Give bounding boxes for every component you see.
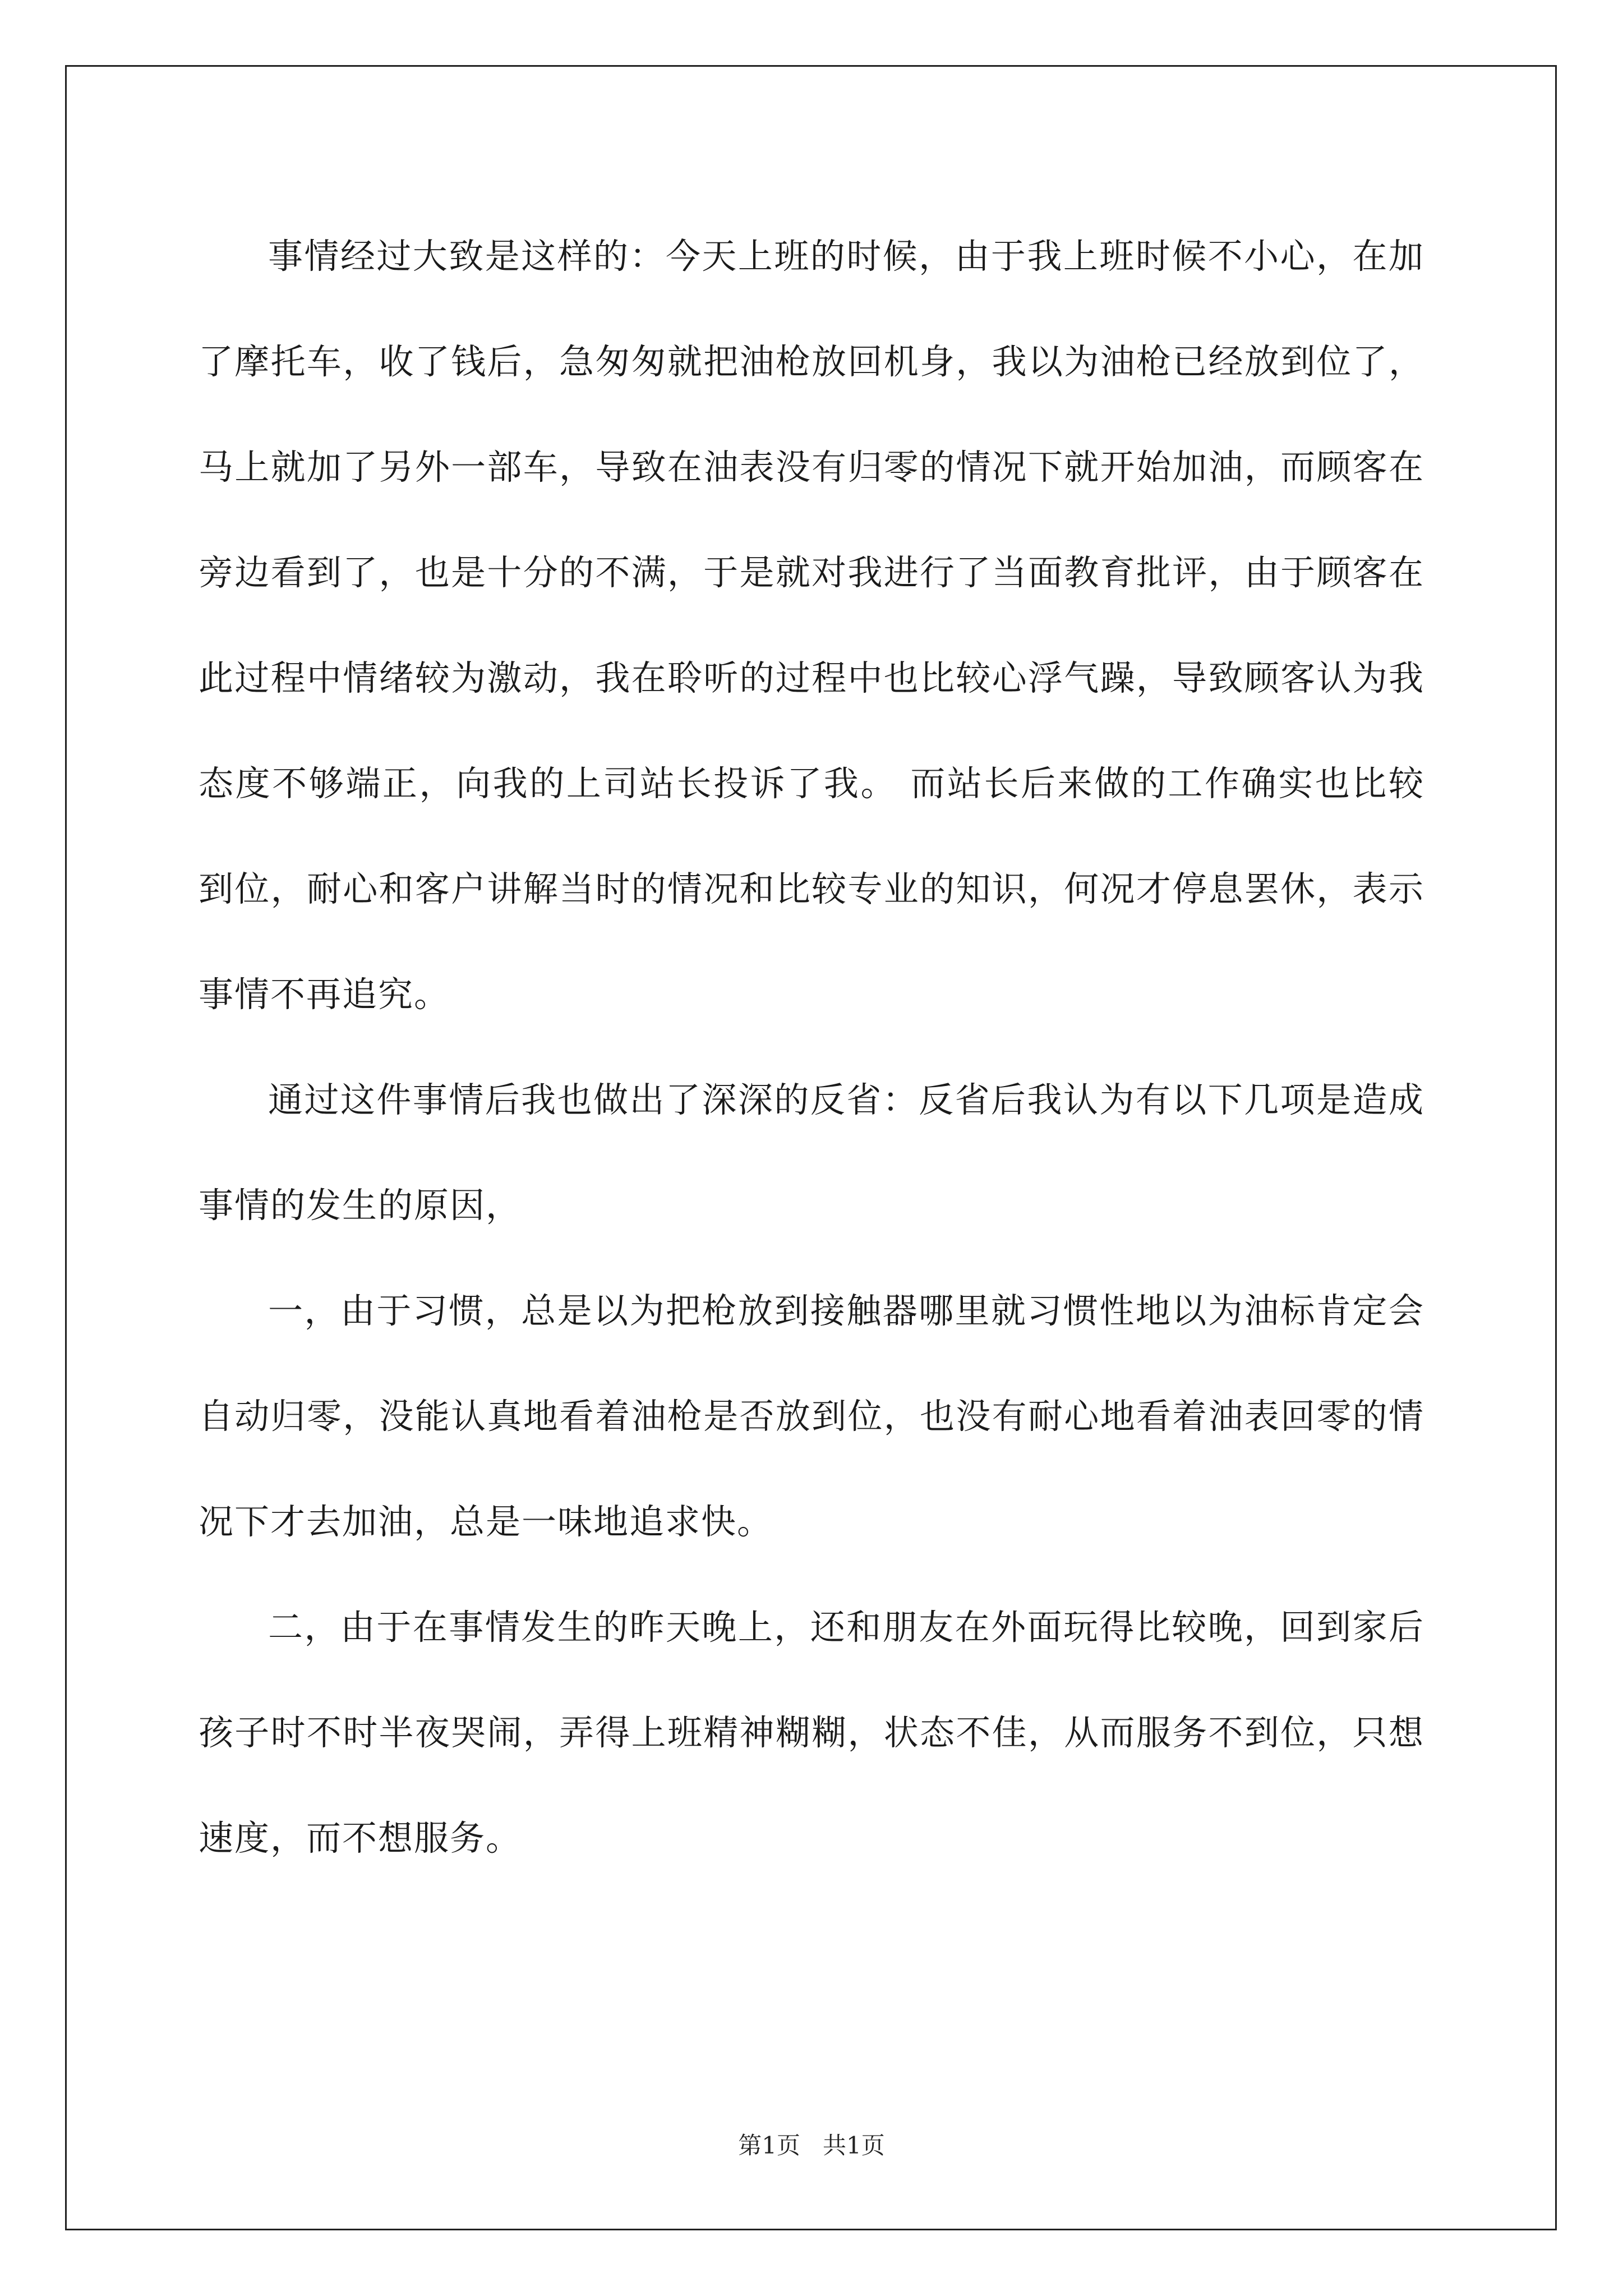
page-number-footer: 第1页 共1页 xyxy=(738,2132,885,2159)
paragraph-reflection: 通过这件事情后我也做出了深深的反省：反省后我认为有以下几项是造成事情的发生的原因， xyxy=(199,1079,1424,1226)
paragraph-reason-one: 一，由于习惯，总是以为把枪放到接触器哪里就习惯性地以为油标肯定会自动归零，没能认真地看着油枪是否放到位，也没有耐心地看着油表回零的情况下才去加油，总是一味地追求快。 xyxy=(199,1290,1424,1542)
paragraph-reason-two: 二，由于在事情发生的昨天晚上，还和朋友在外面玩得比较晚，回到家后孩子时不时半夜哭闹，弄得上班精神糊糊，状态不佳，从而服务不到位，只想速度，而不想服务。 xyxy=(199,1607,1424,1858)
document-body xyxy=(199,204,1424,1891)
paragraph-incident: 事情经过大致是这样的：今天上班的时候，由于我上班时候不小心，在加了摩托车，收了钱后，急匆匆就把油枪放回机身，我以为油枪已经放到位了，马上就加了另外一部车，导致在油表没有归零的情况下就开始加油，而顾客在旁边看到了，也是十分的不满，于是就对我进行了当面教育批评，由于顾客在此过程中情绪较为激动，我在聆听的过程中也比较心浮气躁，导致顾客认为我态度不够端正，向我的上司站长投诉了我。 而站长后来做的工作确实也比较到位，耐心和客户讲解当时的情况和比较专业的知识，何况才停息罢休，表示事情不再追究。 xyxy=(199,236,1424,1015)
